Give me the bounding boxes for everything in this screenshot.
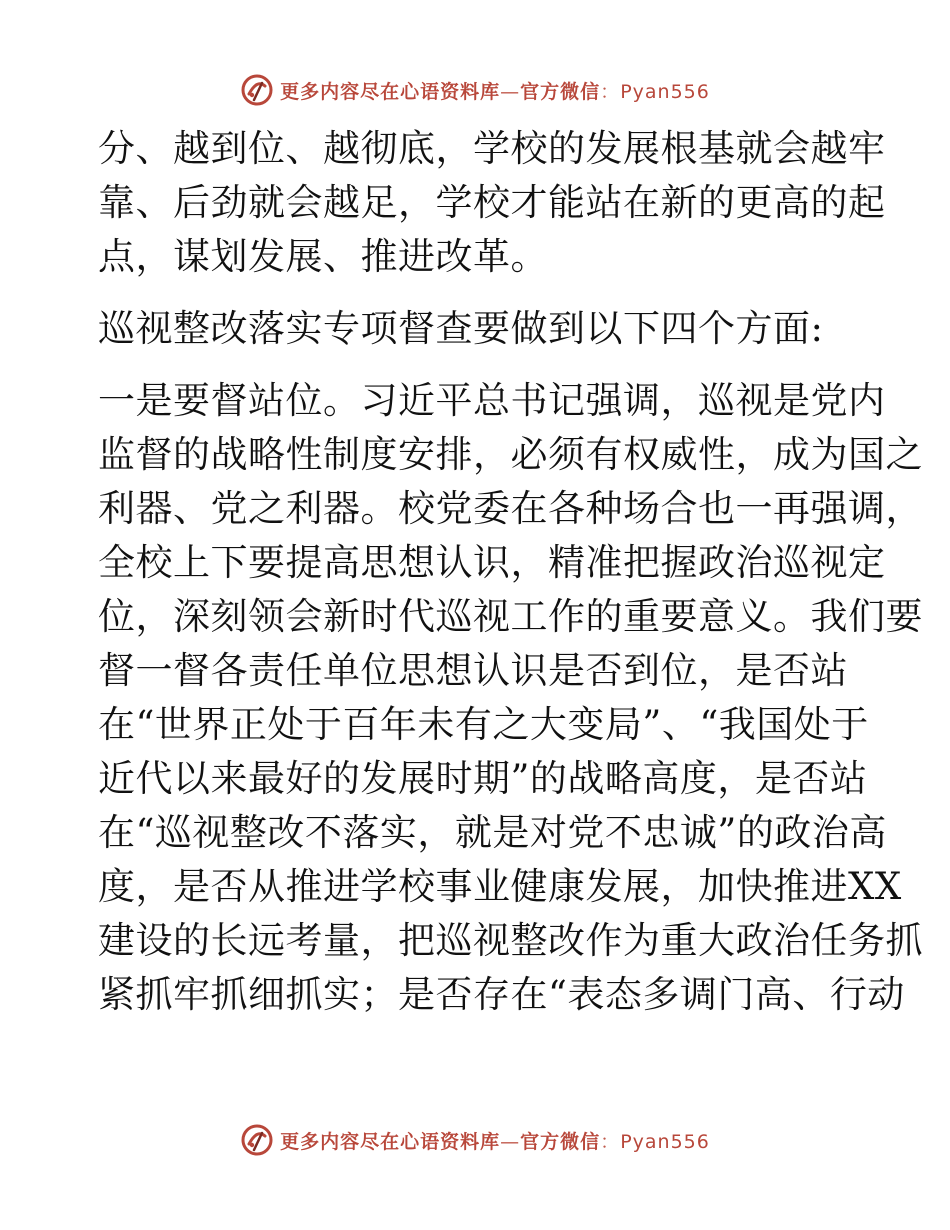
text-line: 度，是否从推进学校事业健康发展，加快推进XX bbox=[98, 865, 902, 908]
text-line: 点，谋划发展、推进改革。 bbox=[98, 235, 548, 278]
text-line: 巡视整改落实专项督查要做到以下四个方面: bbox=[98, 307, 824, 350]
text-line: 利器、党之利器。校党委在各种场合也一再强调， bbox=[98, 487, 923, 530]
text-line: 督一督各责任单位思想认识是否到位，是否站 bbox=[98, 649, 848, 692]
text-line: 在“巡视整改不落实，就是对党不忠诚”的政治高 bbox=[98, 811, 887, 854]
paragraph-2 bbox=[98, 302, 858, 356]
text-line: 位，深刻领会新时代巡视工作的重要意义。我们要 bbox=[98, 595, 923, 638]
header-wechat-label: 官方微信 bbox=[520, 80, 601, 103]
footer-watermark bbox=[0, 1120, 950, 1160]
header-colon: ： bbox=[600, 80, 621, 103]
text-line: 一是要督站位。习近平总书记强调，巡视是党内 bbox=[98, 379, 886, 422]
text-line: 分、越到位、越彻底，学校的发展根基就会越牢 bbox=[98, 127, 886, 170]
document-body bbox=[98, 122, 923, 1022]
header-wechat-id: Pyan556 bbox=[620, 80, 710, 103]
text-line: 紧抓牢抓细抓实；是否存在“表态多调门高、行动 bbox=[98, 973, 905, 1016]
header-brand: 更多内容尽在心语资料库 bbox=[280, 80, 501, 103]
brand-logo-icon bbox=[240, 1123, 274, 1157]
text-line: 全校上下要提高思想认识，精准把握政治巡视定 bbox=[98, 541, 886, 584]
footer-brand: 更多内容尽在心语资料库 bbox=[280, 1130, 501, 1153]
header-banner-text bbox=[280, 77, 710, 104]
text-line: 建设的长远考量，把巡视整改作为重大政治任务抓 bbox=[98, 919, 923, 962]
text-line: 靠、后劲就会越足，学校才能站在新的更高的起 bbox=[98, 181, 886, 224]
footer-banner-text bbox=[280, 1127, 710, 1154]
paragraph-3 bbox=[98, 374, 923, 1022]
text-line: 在“世界正处于百年未有之大变局”、“我国处于 bbox=[98, 703, 869, 746]
footer-separator: — bbox=[500, 1130, 521, 1153]
text-line: 近代以来最好的发展时期”的战略高度，是否站 bbox=[98, 757, 868, 800]
brand-logo-icon bbox=[240, 73, 274, 107]
footer-wechat-label: 官方微信 bbox=[520, 1130, 601, 1153]
text-line: 监督的战略性制度安排，必须有权威性，成为国之 bbox=[98, 433, 923, 476]
footer-wechat-id: Pyan556 bbox=[620, 1130, 710, 1153]
header-watermark bbox=[0, 70, 950, 110]
paragraph-1 bbox=[98, 122, 886, 284]
header-separator: — bbox=[500, 80, 521, 103]
footer-colon: ： bbox=[600, 1130, 621, 1153]
